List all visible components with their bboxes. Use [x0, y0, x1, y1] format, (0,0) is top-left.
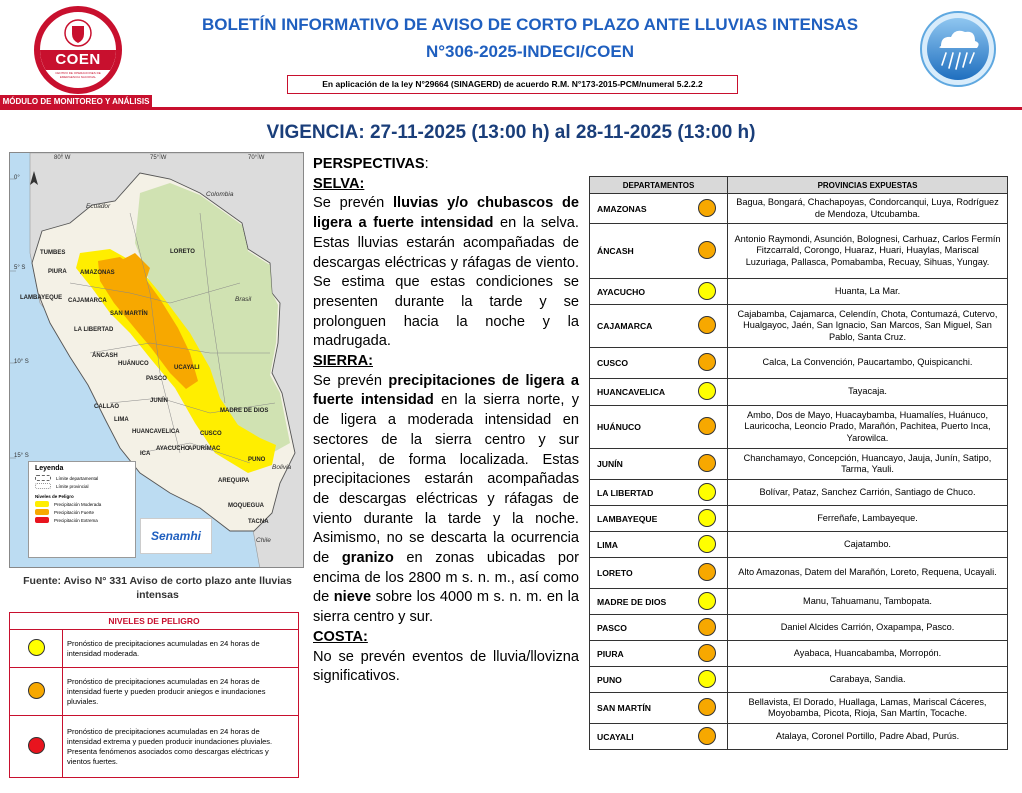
region-loreto: LORETO — [170, 249, 195, 255]
map-legend — [28, 461, 136, 558]
level-cell — [686, 279, 728, 305]
level-row-strong — [10, 668, 299, 716]
exposed-provinces: Tayacaja. — [728, 379, 1008, 406]
exposed-provinces: Huanta, La Mar. — [728, 279, 1008, 305]
region-arequipa: AREQUIPA — [218, 478, 250, 484]
country-bolivia: Bolivia — [272, 464, 292, 471]
region-piura: PIURA — [48, 269, 67, 275]
grid-label-0: 0° — [14, 175, 20, 181]
level-cell — [686, 693, 728, 724]
module-label: MÓDULO DE MONITOREO Y ANÁLISIS — [0, 95, 152, 108]
orange-circle-icon — [698, 698, 716, 716]
vigencia-period: VIGENCIA: 27-11-2025 (13:00 h) al 28-11-2025 (13:00 h) — [266, 122, 756, 143]
orange-circle-icon — [698, 353, 716, 371]
department-name: LIMA — [590, 532, 687, 558]
table-row — [590, 693, 1008, 724]
orange-circle-icon — [698, 316, 716, 334]
exposed-provinces: Bolívar, Pataz, Sanchez Carrión, Santiago de Chuco. — [728, 480, 1008, 506]
law-reference: En aplicación de la ley N°29664 (SINAGERD) de acuerdo R.M. N°173-2015-PCM/numeral 5.2.2.2 — [287, 75, 738, 94]
logo-subtitle: CENTRO DE OPERACIONES DE EMERGENCIA NACIONAL — [55, 71, 101, 79]
shield-seal-icon — [63, 18, 93, 48]
region-san-martin: SAN MARTÍN — [110, 311, 148, 317]
level-cell — [686, 532, 728, 558]
legend-title: Leyenda — [35, 465, 64, 472]
level-text-strong: Pronóstico de precipitaciones acumuladas en 24 horas de intensidad fuerte y pueden producir aniegos e inundaciones pluviales. — [63, 668, 299, 716]
exposed-provinces: Atalaya, Coronel Portillo, Padre Abad, Purús. — [728, 724, 1008, 750]
level-cell — [686, 194, 728, 224]
exposed-provinces: Ayabaca, Huancabamba, Morropón. — [728, 641, 1008, 667]
level-cell — [686, 641, 728, 667]
level-cell — [686, 589, 728, 615]
danger-levels-table — [9, 612, 299, 778]
selva-text-c: en la selva. Estas lluvias estarán acompañadas de descargas eléctricas y ráfagas de viento. Se estima que estas condiciones se presenten durante la tarde y se prolonguen hacia la noche y la madrugada. — [313, 215, 579, 350]
table-row — [590, 506, 1008, 532]
exposed-provinces: Cajatambo. — [728, 532, 1008, 558]
level-cell — [686, 480, 728, 506]
provinces-table-body — [590, 194, 1008, 750]
department-name: AMAZONAS — [590, 194, 687, 224]
col-provincias: PROVINCIAS EXPUESTAS — [728, 177, 1008, 194]
orange-circle-icon — [698, 454, 716, 472]
table-row — [590, 532, 1008, 558]
department-name: PASCO — [590, 615, 687, 641]
perspectivas-text — [313, 155, 579, 687]
table-row — [590, 194, 1008, 224]
level-cell — [686, 224, 728, 279]
region-callao: CALLAO — [94, 404, 119, 410]
legend-strong: Precipitación Fuerte — [54, 509, 95, 515]
selva-text-b: lluvias y/o chubascos de ligera a fuerte intensidad — [313, 195, 579, 232]
yellow-circle-icon — [698, 592, 716, 610]
table-row — [590, 558, 1008, 589]
legend-moderate: Precipitación Moderada — [54, 501, 102, 507]
table-row — [590, 641, 1008, 667]
exposed-provinces: Bagua, Bongará, Chachapoyas, Condorcanqui, Luya, Rodríguez de Mendoza, Utcubamba. — [728, 194, 1008, 224]
region-amazonas: AMAZONAS — [80, 270, 115, 276]
level-row-moderate — [10, 630, 299, 668]
table-row — [590, 615, 1008, 641]
sierra-text-a: Se prevén — [313, 372, 389, 389]
department-name: CUSCO — [590, 348, 687, 379]
map-source: Fuente: Aviso N° 331 Aviso de corto plazo ante lluvias intensas — [23, 575, 292, 601]
level-text-moderate: Pronóstico de precipitaciones acumuladas en 24 horas de intensidad moderada. — [63, 630, 299, 668]
grid-label-10s: 10° S — [14, 359, 29, 365]
level-cell — [686, 406, 728, 449]
region-ancash: ÁNCASH — [92, 353, 118, 359]
strong-swatch — [35, 509, 49, 515]
region-cusco: CUSCO — [200, 431, 222, 437]
country-ecuador: Ecuador — [86, 203, 111, 210]
orange-circle-icon — [698, 727, 716, 745]
selva-paragraph — [313, 194, 579, 352]
region-huancavelica: HUANCAVELICA — [132, 429, 180, 435]
grid-label-70w: 70° W — [248, 155, 265, 161]
region-lambayeque: LAMBAYEQUE — [20, 295, 63, 301]
moderate-swatch — [35, 501, 49, 507]
exposed-provinces: Daniel Alcides Carrión, Oxapampa, Pasco. — [728, 615, 1008, 641]
grid-label-5s: 5° S — [14, 265, 26, 271]
region-ucayali: UCAYALI — [174, 365, 200, 371]
yellow-circle-icon — [698, 535, 716, 553]
department-name: SAN MARTÍN — [590, 693, 687, 724]
level-cell — [686, 615, 728, 641]
exposed-provinces: Antonio Raymondi, Asunción, Bolognesi, Carhuaz, Carlos Fermín Fitzcarrald, Corongo, Huaraz, Huari, Huaylas, Mariscal Luzuriaga, Pallasca, Pomabamba, Recuay, Sihuas, Yungay. — [728, 224, 1008, 279]
level-cell — [686, 449, 728, 480]
danger-levels-title: NIVELES DE PELIGRO — [10, 613, 299, 630]
level-cell — [686, 667, 728, 693]
orange-circle-icon — [698, 644, 716, 662]
table-row — [590, 589, 1008, 615]
region-la-libertad: LA LIBERTAD — [74, 327, 114, 333]
region-ayacucho: AYACUCHO — [156, 446, 190, 452]
exposed-provinces: Ambo, Dos de Mayo, Huacaybamba, Huamalíes, Huánuco, Lauricocha, Leoncio Prado, Marañón, Pachitea, Puerto Inca, Yarowilca. — [728, 406, 1008, 449]
region-huanuco: HUÁNUCO — [118, 361, 149, 367]
table-row — [590, 667, 1008, 693]
department-name: AYACUCHO — [590, 279, 687, 305]
senamhi-logo — [140, 518, 212, 554]
exposed-provinces: Manu, Tahuamanu, Tambopata. — [728, 589, 1008, 615]
legend-levels-title: Niveles de Peligro — [35, 494, 74, 499]
department-name: LAMBAYEQUE — [590, 506, 687, 532]
sierra-text-f: nieve — [333, 589, 372, 606]
department-name: HUÁNUCO — [590, 406, 687, 449]
table-row — [590, 449, 1008, 480]
level-cell — [686, 305, 728, 348]
exposed-provinces: Alto Amazonas, Datem del Marañón, Loreto, Requena, Ucayali. — [728, 558, 1008, 589]
level-cell — [686, 558, 728, 589]
department-name: MADRE DE DIOS — [590, 589, 687, 615]
country-colombia: Colombia — [206, 191, 234, 198]
exposed-provinces: Chanchamayo, Concepción, Huancayo, Jauja, Junín, Satipo, Tarma, Yauli. — [728, 449, 1008, 480]
costa-paragraph: No se prevén eventos de lluvia/llovizna significativos. — [313, 648, 579, 685]
table-row — [590, 379, 1008, 406]
orange-circle-icon — [698, 618, 716, 636]
department-name: ÁNCASH — [590, 224, 687, 279]
selva-text-a: Se prevén — [313, 195, 393, 212]
region-moquegua: MOQUEGUA — [228, 503, 264, 509]
sierra-text-g: sobre los 4000 m s. n. m. en la sierra centro y sur. — [313, 589, 579, 626]
department-name: CAJAMARCA — [590, 305, 687, 348]
bulletin-number: N°306-2025-INDECI/COEN — [425, 42, 635, 61]
exposed-provinces: Calca, La Convención, Paucartambo, Quispicanchi. — [728, 348, 1008, 379]
level-text-extreme: Pronóstico de precipitaciones acumuladas en 24 horas de intensidad extrema y pueden producir inundaciones pluviales. Presenta fenómenos asociados como descargas eléctricas y vientos fuertes. — [63, 716, 299, 778]
perspectivas-heading: PERSPECTIVAS — [313, 156, 425, 172]
orange-circle-icon — [698, 199, 716, 217]
senamhi-logo-text: Senamhi — [150, 529, 201, 543]
yellow-circle-icon — [698, 282, 716, 300]
exposed-provinces: Carabaya, Sandia. — [728, 667, 1008, 693]
department-name: PIURA — [590, 641, 687, 667]
orange-circle-icon — [28, 682, 45, 699]
department-name: LORETO — [590, 558, 687, 589]
extreme-swatch — [35, 517, 49, 523]
department-name: UCAYALI — [590, 724, 687, 750]
provinces-table — [589, 176, 1008, 750]
country-chile: Chile — [256, 537, 271, 544]
region-ica: ICA — [140, 451, 151, 457]
costa-heading: COSTA: — [313, 628, 368, 645]
bulletin-title: BOLETÍN INFORMATIVO DE AVISO DE CORTO PLAZO ANTE LLUVIAS INTENSAS — [201, 15, 859, 34]
table-row — [590, 724, 1008, 750]
sierra-text-b: precipitaciones de ligera a fuerte intensidad — [313, 372, 579, 409]
region-tacna: TACNA — [248, 519, 269, 525]
yellow-circle-icon — [698, 382, 716, 400]
orange-circle-icon — [698, 241, 716, 259]
level-cell — [686, 379, 728, 406]
orange-circle-icon — [698, 417, 716, 435]
region-apurimac: APURÍMAC — [188, 446, 221, 452]
logo-name: COEN — [40, 50, 116, 70]
header-divider — [0, 107, 1022, 110]
yellow-circle-icon — [698, 670, 716, 688]
exposed-provinces: Ferreñafe, Lambayeque. — [728, 506, 1008, 532]
prov-boundary-swatch — [35, 483, 51, 489]
legend-dept-boundary: Límite departamental — [56, 475, 99, 481]
sierra-text-c: en la sierra norte, y de ligera a moderada intensidad en sectores de la sierra centro y sur oriental, de forma localizada. Estas precipitaciones estarán acompañadas de descargas eléctricas y ráfagas de viento durante la tarde y la noche. Asimismo, no se descarta la ocurrencia de — [313, 392, 579, 567]
sierra-text-d: granizo — [341, 550, 394, 567]
region-puno: PUNO — [248, 457, 266, 463]
exposed-provinces: Cajabamba, Cajamarca, Celendín, Chota, Contumazá, Cutervo, Hualgayoc, Jaén, San Ignacio, San Marcos, San Miguel, San Pablo, Santa Cruz. — [728, 305, 1008, 348]
perspectivas-colon: : — [424, 156, 429, 172]
level-row-extreme — [10, 716, 299, 778]
table-row — [590, 406, 1008, 449]
dept-boundary-swatch — [35, 475, 51, 481]
region-tumbes: TUMBES — [40, 250, 66, 256]
region-madre-de-dios: MADRE DE DIOS — [220, 408, 269, 414]
grid-label-15s: 15° S — [14, 453, 29, 459]
department-name: HUANCAVELICA — [590, 379, 687, 406]
yellow-circle-icon — [698, 483, 716, 501]
col-departamentos: DEPARTAMENTOS — [590, 177, 728, 194]
selva-heading: SELVA: — [313, 175, 365, 192]
table-row — [590, 480, 1008, 506]
yellow-circle-icon — [28, 639, 45, 656]
department-name: PUNO — [590, 667, 687, 693]
level-cell — [686, 724, 728, 750]
legend-extreme: Precipitación Extrema — [54, 517, 98, 523]
region-junin: JUNÍN — [150, 398, 169, 404]
department-name: LA LIBERTAD — [590, 480, 687, 506]
exposed-provinces: Bellavista, El Dorado, Huallaga, Lamas, Mariscal Cáceres, Moyobamba, Picota, Rioja, San Martín, Tocache. — [728, 693, 1008, 724]
table-row — [590, 348, 1008, 379]
sierra-paragraph — [313, 372, 579, 628]
rain-cloud-icon — [919, 10, 997, 88]
level-cell — [686, 506, 728, 532]
yellow-circle-icon — [698, 509, 716, 527]
legend-prov-boundary: Límite provincial — [56, 483, 89, 489]
orange-circle-icon — [698, 563, 716, 581]
table-row — [590, 279, 1008, 305]
table-row — [590, 305, 1008, 348]
table-row — [590, 224, 1008, 279]
country-brasil: Brasil — [235, 296, 252, 303]
grid-label-80w: 80° W — [54, 155, 71, 161]
coen-logo — [34, 6, 122, 94]
red-circle-icon — [28, 737, 45, 754]
region-pasco: PASCO — [146, 376, 167, 382]
sierra-text-e: en zonas ubicadas por encima de los 2800 m s. n. m., así como de — [313, 550, 579, 606]
grid-label-75w: 75° W — [150, 155, 167, 161]
sierra-heading: SIERRA: — [313, 353, 373, 370]
department-name: JUNÍN — [590, 449, 687, 480]
level-cell — [686, 348, 728, 379]
region-cajamarca: CAJAMARCA — [68, 298, 107, 304]
region-lima: LIMA — [114, 417, 129, 423]
